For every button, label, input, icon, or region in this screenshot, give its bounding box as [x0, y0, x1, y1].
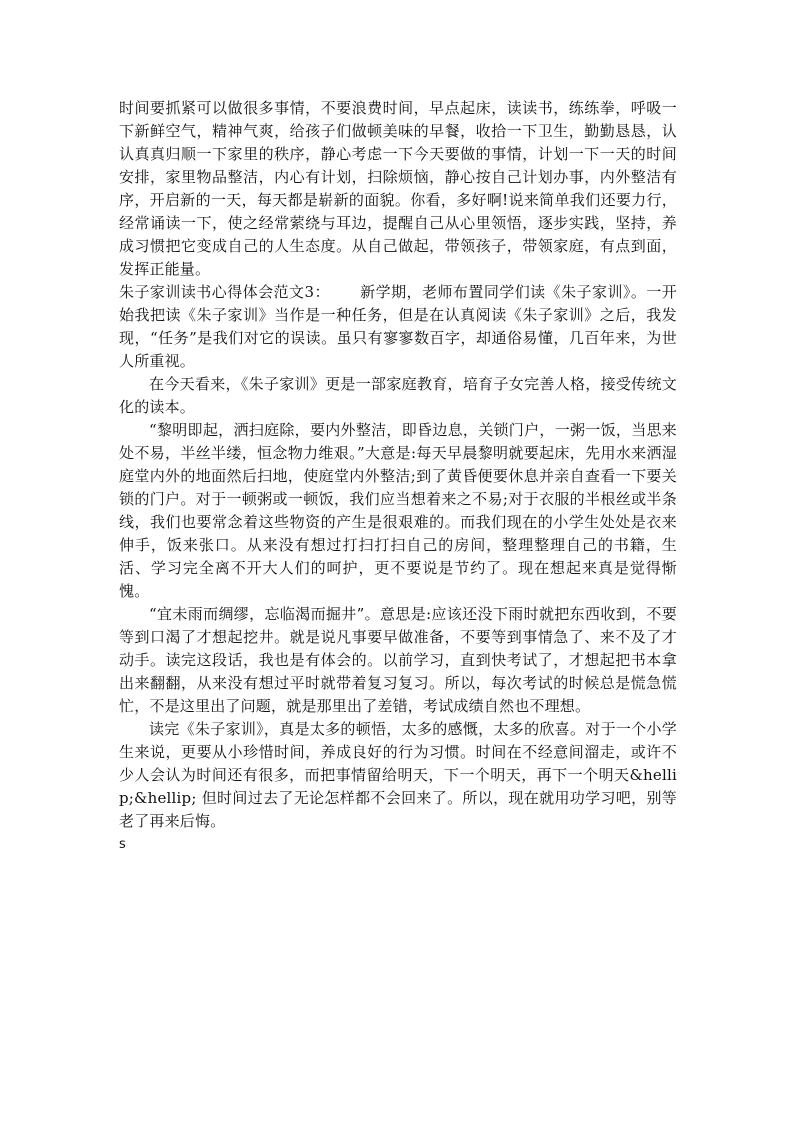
document-body [119, 97, 677, 855]
section-paragraph [119, 281, 677, 373]
paragraph-reading-book: 在今天看来，《朱子家训》更是一部家庭教育，培育子女完善人格，接受传统文化的读本。 [119, 375, 677, 416]
paragraph-dawn-quote: “黎明即起，洒扫庭除，要内外整洁，即昏边息，关锁门户，一粥一饭，当思来处不易，半丝半缕，恒念物力维艰。”大意是:每天早晨黎明就要起床，先用水来洒湿庭堂内外的地面然后扫地，使庭堂内外整洁;到了黄昏便要休息并亲自查看一下要关锁的门户。对于一顿粥或一顿饭，我们应当想着来之不易;对于衣服的半根丝或半条线，我们也要常念着这些物资的产生是很艰难的。而我们现在的小学生处处是衣来伸手，饭来张口。从来没有想过打扫打扫自己的房间，整理整理自己的书籍，生活、学习完全离不开大人们的呵护，更不要说是节约了。现在想起来真是觉得惭愧。 [119, 421, 677, 600]
section-heading: 朱子家训读书心得体会范文3： [119, 283, 330, 301]
paragraph-conclusion: 读完《朱子家训》，真是太多的顿悟，太多的感慨，太多的欣喜。对于一个小学生来说，更要从小珍惜时间，养成良好的行为习惯。时间在不经意间溜走，或许不少人会认为时间还有很多，而把事情留给明天，下一个明天，再下一个明天&hellip;&hellip; 但时间过去了无论怎样都不会回来了。所以，现在就用功学习吧，别等老了再来后悔。 [119, 720, 677, 830]
paragraph-rain-quote: “宜未雨而绸缪，忘临渴而掘井”。意思是:应该还没下雨时就把东西收到，不要等到口渴了才想起挖井。就是说凡事要早做准备，不要等到事情急了、来不及了才动手。读完这段话，我也是有体会的。以前学习，直到快考试了，才想起把书本拿出来翻翻，从来没有想过平时就带着复习复习。所以，每次考试的时候总是慌急慌忙，不是这里出了问题，就是那里出了差错，考试成绩自然也不理想。 [119, 605, 677, 715]
trailing-character: s [119, 837, 126, 852]
section-text: 新学期，老师布置同学们读《朱子家训》。一开始我把读《朱子家训》当作是一种任务，但是在认真阅读《朱子家训》之后，我发现，“任务”是我们对它的误读。虽只有寥寥数百字，却通俗易懂，几百年来，为世人所重视。 [119, 283, 677, 370]
paragraph-intro: 时间要抓紧可以做很多事情，不要浪费时间，早点起床，读读书，练练拳，呼吸一下新鲜空气，精神气爽，给孩子们做顿美味的早餐，收拾一下卫生，勤勤恳恳，认认真真归顺一下家里的秩序，静心考虑一下今天要做的事情，计划一下一天的时间安排，家里物品整洁，内心有计划，扫除烦恼，静心按自己计划办事，内外整洁有序，开启新的一天，每天都是崭新的面貌。你看，多好啊!说来简单我们还要力行，经常诵读一下，使之经常萦绕与耳边，提醒自己从心里领悟，逐步实践，坚持，养成习惯把它变成自己的人生态度。从自己做起，带领孩子，带领家庭，有点到面，发挥正能量。 [119, 99, 677, 278]
